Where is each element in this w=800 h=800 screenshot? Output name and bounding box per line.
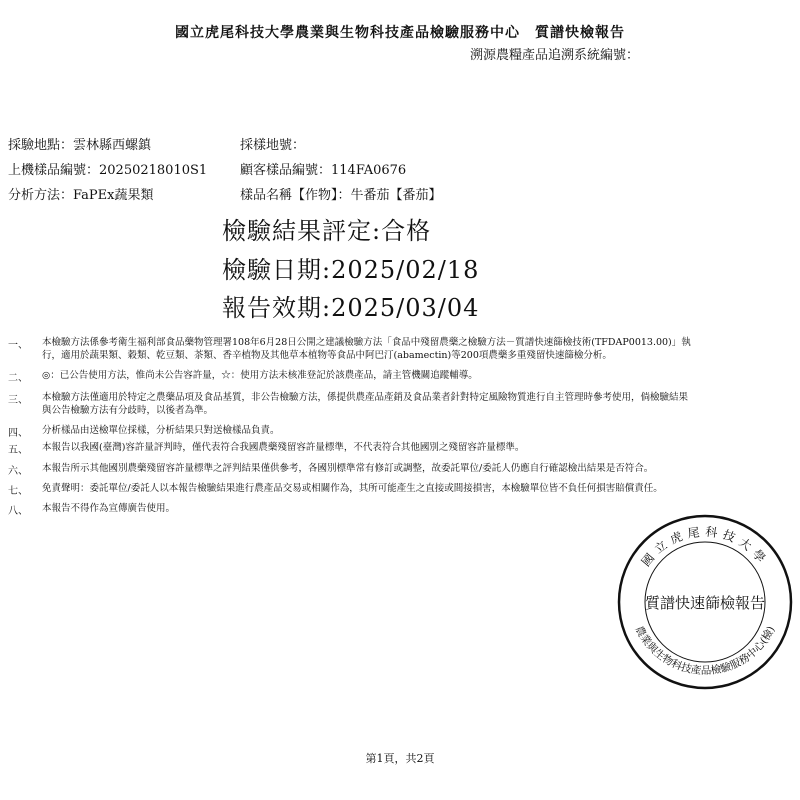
report-title: 國立虎尾科技大學農業與生物科技產品檢驗服務中心 質譜快檢報告	[175, 25, 625, 41]
official-seal-stamp	[615, 512, 795, 692]
note-number: 二、	[8, 373, 28, 384]
note-line: 本報告不得作為宣傳廣告使用。	[42, 503, 176, 514]
trace-number-label: 溯源農糧產品追溯系統編號：	[470, 48, 640, 63]
upload-sample-number: 上機樣品編號：20250218010S1	[8, 163, 208, 178]
note-number: 四、	[8, 428, 28, 439]
note-line: 與公告檢驗方法有分歧時，以後者為準。	[42, 405, 214, 416]
note-line: 行，適用於蔬果類、穀類、乾豆類、茶類、香辛植物及其他草本植物等食品中阿巴汀(abamectin)等200項農藥多重殘留快速篩檢分析。	[42, 350, 612, 361]
seal-center-text: 質譜快速篩檢報告	[644, 594, 766, 612]
note-line: 本報告以我國(臺灣)容許量評判時，僅代表符合我國農藥殘留容許量標準，不代表符合其他國別之殘留容許量標準。	[42, 442, 525, 453]
seal-top-text: 國立虎尾科技大學	[638, 524, 772, 570]
note-line: 本報告所示其他國別農藥殘留容許量標準之評判結果僅供參考，各國別標準常有修訂或調整，故委託單位/委託人仍應自行確認檢出結果是否符合。	[42, 463, 654, 474]
note-number: 三、	[8, 395, 28, 406]
note-number: 八、	[8, 506, 28, 517]
note-number: 七、	[8, 486, 28, 497]
sample-name: 樣品名稱【作物】：牛番茄【番茄】	[240, 188, 442, 203]
client-sample-number: 顧客樣品編號：114FA0676	[240, 163, 407, 178]
page-number: 第1頁，共2頁	[365, 752, 435, 765]
note-number: 五、	[8, 445, 28, 456]
note-line: 本檢驗方法僅適用於特定之農藥品項及食品基質，非公告檢驗方法，係提供農產品產銷及食品業者針對特定風險物質進行自主管理時參考使用，倘檢驗結果	[42, 392, 689, 403]
note-line: 免責聲明：委託單位/委託人以本報告檢驗結果進行農產品交易或相關作為，其所可能產生之直接或間接損害，本檢驗單位皆不負任何損害賠償責任。	[42, 483, 663, 494]
note-number: 六、	[8, 466, 28, 477]
seal-bottom-text: 農業與生物科技產品檢驗服務中心(檢)	[632, 624, 778, 678]
note-number: 一、	[8, 340, 28, 351]
result-verdict: 檢驗結果評定:合格	[222, 217, 432, 245]
note-line: 分析樣品由送檢單位採樣，分析結果只對送檢樣品負責。	[42, 425, 280, 436]
report-validity-date: 報告效期:2025/03/04	[222, 294, 480, 322]
test-date: 檢驗日期:2025/02/18	[222, 256, 480, 284]
analysis-method: 分析方法：FaPEx蔬果類	[8, 188, 154, 203]
note-line: 本檢驗方法係參考衛生福利部食品藥物管理署108年6月28日公開之建議檢驗方法「食品中殘留農藥之檢驗方法－質譜快速篩檢技術(TFDAP0013.00)」執	[42, 337, 691, 348]
sample-location: 採驗地點：雲林縣西螺鎮	[8, 138, 152, 153]
note-line: ◎：已公告使用方法，惟尚未公告容許量，☆：使用方法未核准登記於該農產品，請主管機關追蹤輔導。	[42, 370, 478, 381]
sample-lot-number: 採樣地號：	[240, 138, 306, 153]
